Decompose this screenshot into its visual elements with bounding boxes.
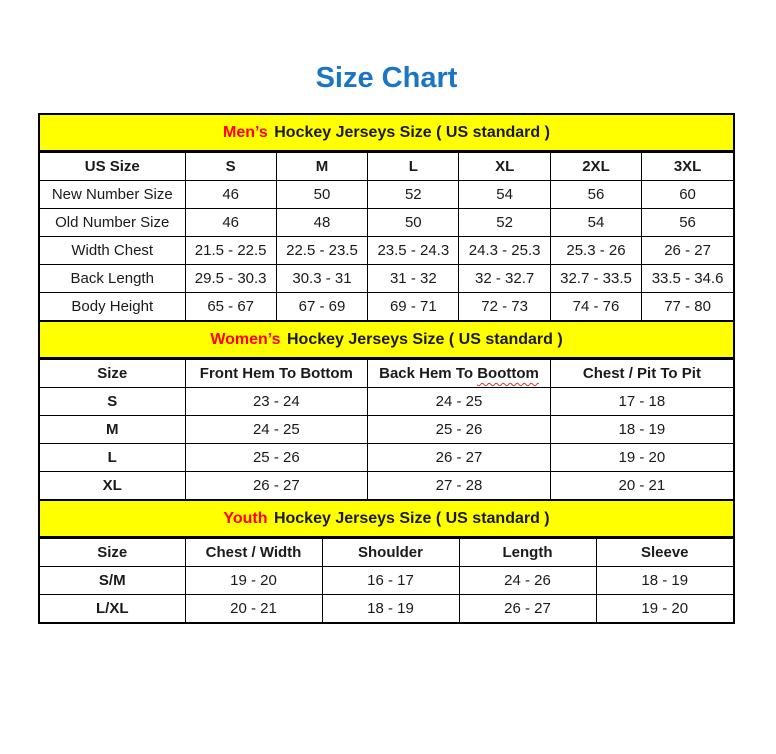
size-value-cell: 18 - 19 <box>322 595 459 623</box>
column-header: Size <box>40 360 185 388</box>
row-label: S/M <box>40 567 185 595</box>
size-value-cell: 54 <box>459 181 550 209</box>
header-row <box>40 153 733 181</box>
size-value-cell: 29.5 - 30.3 <box>185 265 276 293</box>
size-value-cell: 18 - 19 <box>550 416 733 444</box>
row-label: L/XL <box>40 595 185 623</box>
misspelled-word: Boottom <box>477 365 539 382</box>
size-value-cell: 22.5 - 23.5 <box>276 237 367 265</box>
size-value-cell: 46 <box>185 209 276 237</box>
size-value-cell: 77 - 80 <box>642 293 733 321</box>
column-header: Size <box>40 539 185 567</box>
size-chart <box>38 113 735 624</box>
table-row <box>40 595 733 623</box>
youth-size-table <box>40 538 733 622</box>
column-header: 2XL <box>550 153 641 181</box>
size-value-cell: 19 - 20 <box>596 595 733 623</box>
size-value-cell: 16 - 17 <box>322 567 459 595</box>
column-header: 3XL <box>642 153 733 181</box>
size-value-cell: 74 - 76 <box>550 293 641 321</box>
column-header: Length <box>459 539 596 567</box>
size-value-cell: 26 - 27 <box>368 444 551 472</box>
row-label: S <box>40 388 185 416</box>
size-value-cell: 54 <box>550 209 641 237</box>
mens-section-title: Hockey Jerseys Size ( US standard ) <box>274 124 550 141</box>
row-label: Body Height <box>40 293 185 321</box>
size-value-cell: 24 - 25 <box>185 416 368 444</box>
column-header: Sleeve <box>596 539 733 567</box>
row-label: Back Length <box>40 265 185 293</box>
size-value-cell: 65 - 67 <box>185 293 276 321</box>
size-value-cell: 32 - 32.7 <box>459 265 550 293</box>
size-value-cell: 48 <box>276 209 367 237</box>
size-value-cell: 24.3 - 25.3 <box>459 237 550 265</box>
size-value-cell: 19 - 20 <box>550 444 733 472</box>
size-value-cell: 33.5 - 34.6 <box>642 265 733 293</box>
size-value-cell: 26 - 27 <box>185 472 368 500</box>
size-value-cell: 52 <box>459 209 550 237</box>
size-value-cell: 60 <box>642 181 733 209</box>
row-label: Old Number Size <box>40 209 185 237</box>
size-value-cell: 30.3 - 31 <box>276 265 367 293</box>
size-value-cell: 67 - 69 <box>276 293 367 321</box>
table-row <box>40 388 733 416</box>
column-header: Shoulder <box>322 539 459 567</box>
size-value-cell: 19 - 20 <box>185 567 322 595</box>
womens-size-table <box>40 359 733 499</box>
size-value-cell: 18 - 19 <box>596 567 733 595</box>
size-value-cell: 52 <box>368 181 459 209</box>
column-header: Chest / Pit To Pit <box>550 360 733 388</box>
page-title: Size Chart <box>315 62 458 94</box>
size-value-cell: 31 - 32 <box>368 265 459 293</box>
youth-section-title: Hockey Jerseys Size ( US standard ) <box>273 510 550 527</box>
table-row <box>40 237 733 265</box>
mens-section-highlight: Men’s <box>223 124 268 141</box>
size-value-cell: 23.5 - 24.3 <box>368 237 459 265</box>
column-header: US Size <box>40 153 185 181</box>
row-label: Width Chest <box>40 237 185 265</box>
table-row <box>40 444 733 472</box>
womens-section-title: Hockey Jerseys Size ( US standard ) <box>287 331 563 348</box>
mens-size-table <box>40 152 733 320</box>
size-value-cell: 69 - 71 <box>368 293 459 321</box>
youth-section-highlight: Youth <box>223 510 268 527</box>
size-value-cell: 50 <box>368 209 459 237</box>
size-value-cell: 32.7 - 33.5 <box>550 265 641 293</box>
size-value-cell: 46 <box>185 181 276 209</box>
size-value-cell: 26 - 27 <box>459 595 596 623</box>
column-header: Front Hem To Bottom <box>185 360 368 388</box>
size-value-cell: 25 - 26 <box>185 444 368 472</box>
column-header: Back Hem To Boottom <box>368 360 551 388</box>
size-value-cell: 25.3 - 26 <box>550 237 641 265</box>
header-row <box>40 539 733 567</box>
row-label: New Number Size <box>40 181 185 209</box>
column-header: Chest / Width <box>185 539 322 567</box>
row-label: XL <box>40 472 185 500</box>
table-row <box>40 265 733 293</box>
womens-section-highlight: Women’s <box>210 331 281 348</box>
column-header: XL <box>459 153 550 181</box>
size-value-cell: 26 - 27 <box>642 237 733 265</box>
size-value-cell: 56 <box>642 209 733 237</box>
womens-section-header <box>40 320 733 359</box>
youth-section-header <box>40 499 733 538</box>
column-header: M <box>276 153 367 181</box>
size-value-cell: 25 - 26 <box>368 416 551 444</box>
size-value-cell: 20 - 21 <box>550 472 733 500</box>
size-value-cell: 27 - 28 <box>368 472 551 500</box>
size-value-cell: 50 <box>276 181 367 209</box>
size-value-cell: 20 - 21 <box>185 595 322 623</box>
row-label: M <box>40 416 185 444</box>
table-row <box>40 416 733 444</box>
table-row <box>40 293 733 321</box>
size-value-cell: 72 - 73 <box>459 293 550 321</box>
table-row <box>40 181 733 209</box>
column-header: L <box>368 153 459 181</box>
header-row <box>40 360 733 388</box>
table-row <box>40 472 733 500</box>
size-value-cell: 21.5 - 22.5 <box>185 237 276 265</box>
size-value-cell: 24 - 26 <box>459 567 596 595</box>
mens-section-header <box>40 115 733 152</box>
row-label: L <box>40 444 185 472</box>
size-value-cell: 56 <box>550 181 641 209</box>
size-value-cell: 23 - 24 <box>185 388 368 416</box>
size-value-cell: 24 - 25 <box>368 388 551 416</box>
table-row <box>40 209 733 237</box>
table-row <box>40 567 733 595</box>
column-header: S <box>185 153 276 181</box>
size-value-cell: 17 - 18 <box>550 388 733 416</box>
